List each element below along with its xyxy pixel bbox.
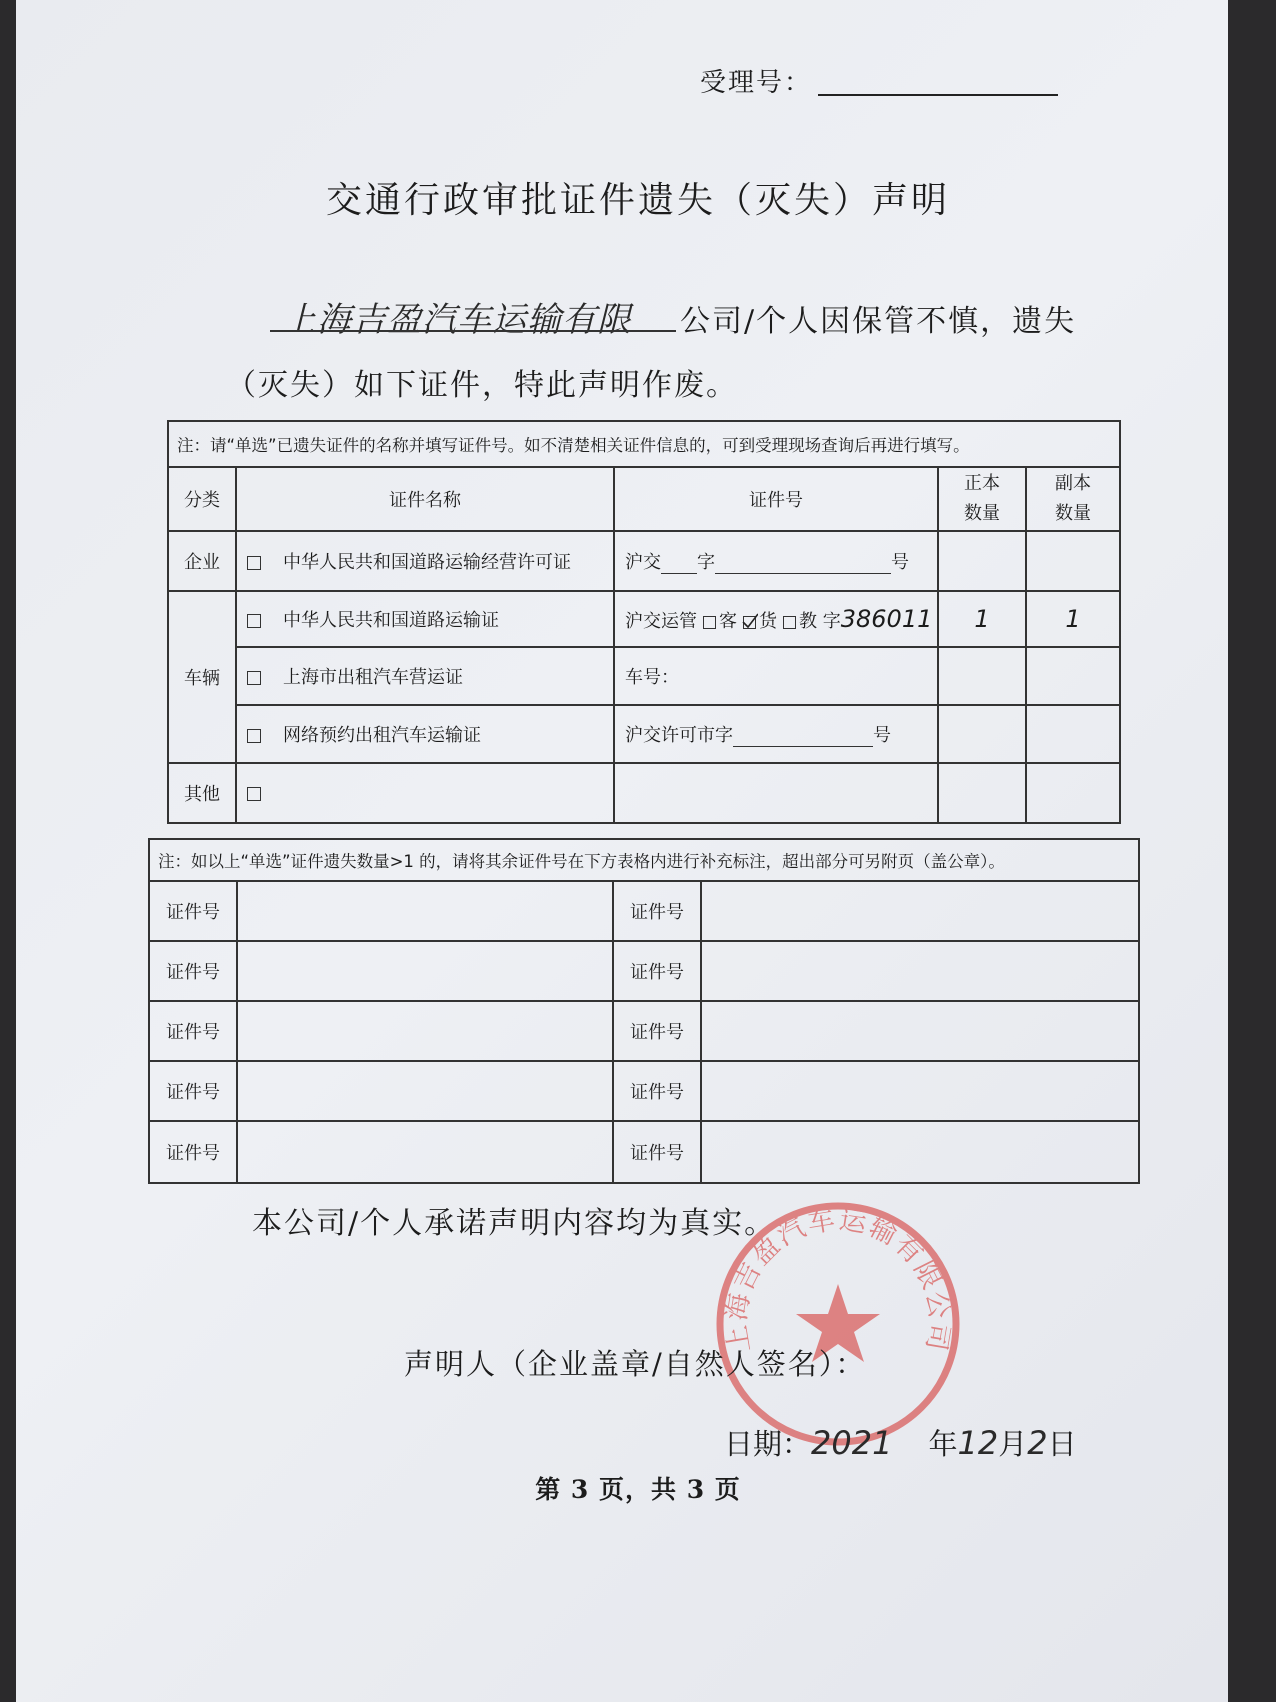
declaration-line-1: 公司/个人因保管不慎，遗失 [680, 304, 1077, 339]
copy-qty-cell[interactable] [1026, 763, 1120, 823]
table-row [168, 705, 1120, 763]
supplement-label: 证件号 [149, 1121, 237, 1183]
supplement-label: 证件号 [613, 941, 701, 1001]
company-name-handwritten: 上海吉盈汽车运输有限 [282, 300, 632, 340]
cert-name-road-transport: 中华人民共和国道路运输证 [283, 610, 499, 631]
company-seal-stamp [712, 1198, 964, 1450]
option-training: 教 [799, 611, 817, 632]
supplement-field[interactable] [237, 1121, 613, 1183]
date-row [724, 1422, 1077, 1463]
cert-no-suffix: 号 [891, 552, 909, 573]
cert-name-taxi: 上海市出租汽车营运证 [283, 667, 463, 688]
category-enterprise: 企业 [168, 531, 236, 591]
checkbox-other[interactable] [247, 787, 261, 801]
original-qty-cell[interactable] [938, 705, 1026, 763]
header-category: 分类 [168, 467, 236, 531]
blank-field[interactable] [715, 557, 891, 574]
supplement-field[interactable] [237, 881, 613, 941]
receipt-number-label: 受理号： [700, 68, 813, 98]
supplement-label: 证件号 [613, 1121, 701, 1183]
supplement-field[interactable] [701, 1061, 1139, 1121]
date-year-char: 年 [928, 1427, 958, 1461]
cert-no-cell[interactable] [614, 705, 938, 763]
cert-name-cell [236, 763, 614, 823]
cert-no-prefix: 沪交许可市字 [625, 725, 733, 746]
category-vehicle: 车辆 [168, 591, 236, 763]
checkbox-passenger[interactable] [703, 616, 716, 629]
supplement-label: 证件号 [149, 1061, 237, 1121]
category-other: 其他 [168, 763, 236, 823]
copy-qty-cell[interactable] [1026, 531, 1120, 591]
cert-no-cell[interactable] [614, 763, 938, 823]
copy-qty-cell[interactable] [1026, 705, 1120, 763]
supplement-label: 证件号 [613, 881, 701, 941]
supplement-label: 证件号 [613, 1001, 701, 1061]
header-copy-qty [1026, 467, 1120, 531]
header-original-qty-line2: 数量 [964, 503, 1000, 524]
checkbox-ride-hailing[interactable] [247, 729, 261, 743]
header-cert-name: 证件名称 [236, 467, 614, 531]
checkbox-taxi-permit[interactable] [247, 671, 261, 685]
supplement-field[interactable] [701, 881, 1139, 941]
blank-field[interactable] [661, 557, 697, 574]
declarant-signature-label: 声明人（企业盖章/自然人签名）： [404, 1347, 867, 1381]
blank-field[interactable] [733, 730, 873, 747]
plate-number-label: 车号： [625, 667, 679, 688]
original-qty-handwritten[interactable]: 1 [938, 591, 1026, 647]
check-mark-icon [742, 613, 758, 629]
cert-name-operating-permit: 中华人民共和国道路运输经营许可证 [283, 552, 571, 573]
supplement-field[interactable] [237, 1061, 613, 1121]
cert-no-suffix: 号 [873, 725, 891, 746]
date-year-handwritten[interactable]: 2021 [811, 1424, 893, 1462]
supplement-table [148, 838, 1140, 1184]
date-month-handwritten[interactable]: 12 [957, 1424, 999, 1462]
supplement-field[interactable] [237, 1001, 613, 1061]
table-note-top: 注：请“单选”已遗失证件的名称并填写证件号。如不清楚相关证件信息的，可到受理现场查询后再进行填写。 [168, 421, 1120, 467]
receipt-number-field[interactable] [818, 94, 1058, 96]
date-month-char: 月 [998, 1427, 1028, 1461]
table-row [149, 881, 1139, 941]
header-cert-no: 证件号 [614, 467, 938, 531]
cert-name-cell [236, 647, 614, 705]
option-passenger: 客 [719, 611, 737, 632]
header-copy-qty-line2: 数量 [1055, 503, 1092, 524]
supplement-field[interactable] [701, 1001, 1139, 1061]
table-row [168, 531, 1120, 591]
table-row [149, 1061, 1139, 1121]
cert-no-cell[interactable] [614, 647, 938, 705]
company-name-field[interactable] [270, 330, 676, 332]
copy-qty-handwritten[interactable]: 1 [1026, 591, 1120, 647]
header-original-qty-line1: 正本 [964, 473, 1000, 494]
date-label: 日期： [724, 1427, 812, 1461]
date-day-char: 日 [1047, 1427, 1077, 1461]
declaration-line-2: （灭失）如下证件，特此声明作废。 [226, 368, 738, 403]
header-original-qty [938, 467, 1026, 531]
cert-name-cell [236, 705, 614, 763]
cert-name-cell [236, 531, 614, 591]
original-qty-cell[interactable] [938, 763, 1026, 823]
seal-icon [712, 1198, 964, 1450]
cert-no-mid: 字 [822, 611, 841, 632]
supplement-field[interactable] [237, 941, 613, 1001]
option-freight: 货 [759, 611, 777, 632]
original-qty-cell[interactable] [938, 647, 1026, 705]
cert-no-cell[interactable] [614, 531, 938, 591]
page-title: 交通行政审批证件遗失（灭失）声明 [325, 180, 950, 221]
checkbox-freight-checked[interactable] [743, 616, 756, 629]
lost-certificate-table [167, 420, 1121, 824]
cert-no-prefix: 沪交运管 [625, 611, 697, 632]
table-row [168, 591, 1120, 647]
cert-name-ride-hailing: 网络预约出租汽车运输证 [283, 725, 481, 746]
cert-no-handwritten: 386011 [840, 605, 933, 633]
checkbox-training[interactable] [783, 616, 796, 629]
cert-no-prefix: 沪交 [625, 552, 661, 573]
supplement-field[interactable] [701, 941, 1139, 1001]
supplement-label: 证件号 [149, 1001, 237, 1061]
header-copy-qty-line1: 副本 [1055, 473, 1092, 494]
supplement-field[interactable] [701, 1121, 1139, 1183]
supplement-label: 证件号 [149, 941, 237, 1001]
table-row [149, 941, 1139, 1001]
table-row [149, 1121, 1139, 1183]
table-note-bottom: 注：如以上“单选”证件遗失数量>1 的，请将其余证件号在下方表格内进行补充标注，超出部分可另附页（盖公章）。 [149, 839, 1139, 881]
supplement-label: 证件号 [149, 881, 237, 941]
table-row [168, 763, 1120, 823]
copy-qty-cell[interactable] [1026, 647, 1120, 705]
cert-no-mid: 字 [697, 552, 715, 573]
original-qty-cell[interactable] [938, 531, 1026, 591]
cert-no-cell[interactable] [614, 591, 938, 647]
table-row [149, 1001, 1139, 1061]
svg-text:上海吉盈汽车运输有限公司: 上海吉盈汽车运输有限公司 [721, 1204, 955, 1355]
checkbox-operating-permit[interactable] [247, 556, 261, 570]
page-number: 第 3 页，共 3 页 [535, 1475, 741, 1504]
cert-name-cell [236, 591, 614, 647]
checkbox-road-transport-cert[interactable] [247, 614, 261, 628]
promise-statement: 本公司/个人承诺声明内容均为真实。 [252, 1206, 777, 1241]
date-day-handwritten[interactable]: 2 [1027, 1424, 1048, 1462]
table-row [168, 647, 1120, 705]
supplement-label: 证件号 [613, 1061, 701, 1121]
